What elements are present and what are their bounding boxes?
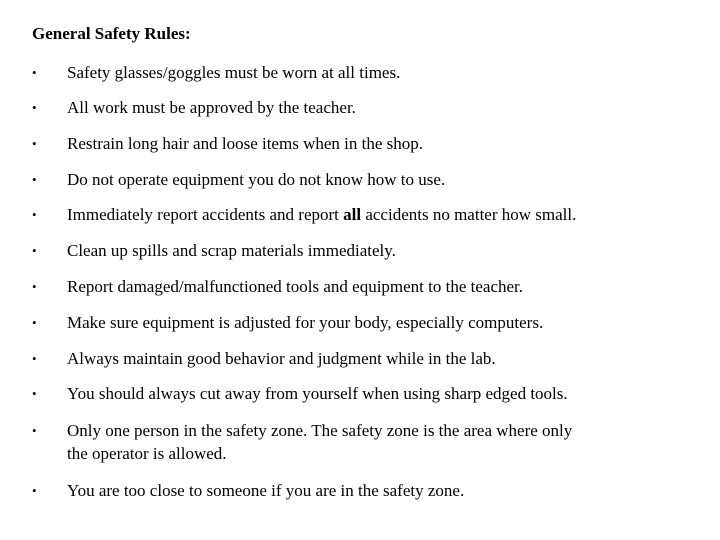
- rule-text: Restrain long hair and loose items when in the shop.: [67, 134, 423, 153]
- bullet-icon: •: [32, 172, 37, 187]
- bullet-icon: •: [32, 65, 37, 80]
- rule-text-line-1: Only one person in the safety zone. The safety zone is the area where only: [67, 421, 573, 440]
- bullet-icon: •: [32, 315, 37, 330]
- rule-text: Safety glasses/goggles must be worn at all times.: [67, 63, 401, 82]
- rule-text: [67, 419, 687, 465]
- page-title: General Safety Rules:: [32, 24, 191, 43]
- rule-text-emphasis: all: [343, 205, 362, 224]
- rule-text: Report damaged/malfunctioned tools and equipment to the teacher.: [67, 277, 524, 296]
- rule-text: Do not operate equipment you do not know how to use.: [67, 170, 446, 189]
- bullet-icon: •: [32, 207, 37, 222]
- bullet-icon: •: [32, 483, 37, 498]
- rule-text: [67, 203, 687, 226]
- rule-text: You are too close to someone if you are in the safety zone.: [67, 481, 465, 500]
- rule-text: All work must be approved by the teacher.: [67, 98, 356, 117]
- bullet-icon: •: [32, 279, 37, 294]
- bullet-icon: •: [32, 423, 37, 438]
- bullet-icon: •: [32, 351, 37, 366]
- bullet-icon: •: [32, 100, 37, 115]
- rule-text-before: Immediately report accidents and report: [67, 205, 344, 224]
- rule-text: Clean up spills and scrap materials immediately.: [67, 241, 396, 260]
- rule-text: You should always cut away from yourself when using sharp edged tools.: [67, 384, 568, 403]
- rule-text: Always maintain good behavior and judgment while in the lab.: [67, 349, 496, 368]
- rule-text: Make sure equipment is adjusted for your body, especially computers.: [67, 313, 544, 332]
- bullet-icon: •: [32, 243, 37, 258]
- bullet-icon: •: [32, 386, 37, 401]
- bullet-icon: •: [32, 136, 37, 151]
- rule-text-after: accidents no matter how small.: [361, 205, 577, 224]
- rule-text-line-2: the operator is allowed.: [67, 444, 227, 463]
